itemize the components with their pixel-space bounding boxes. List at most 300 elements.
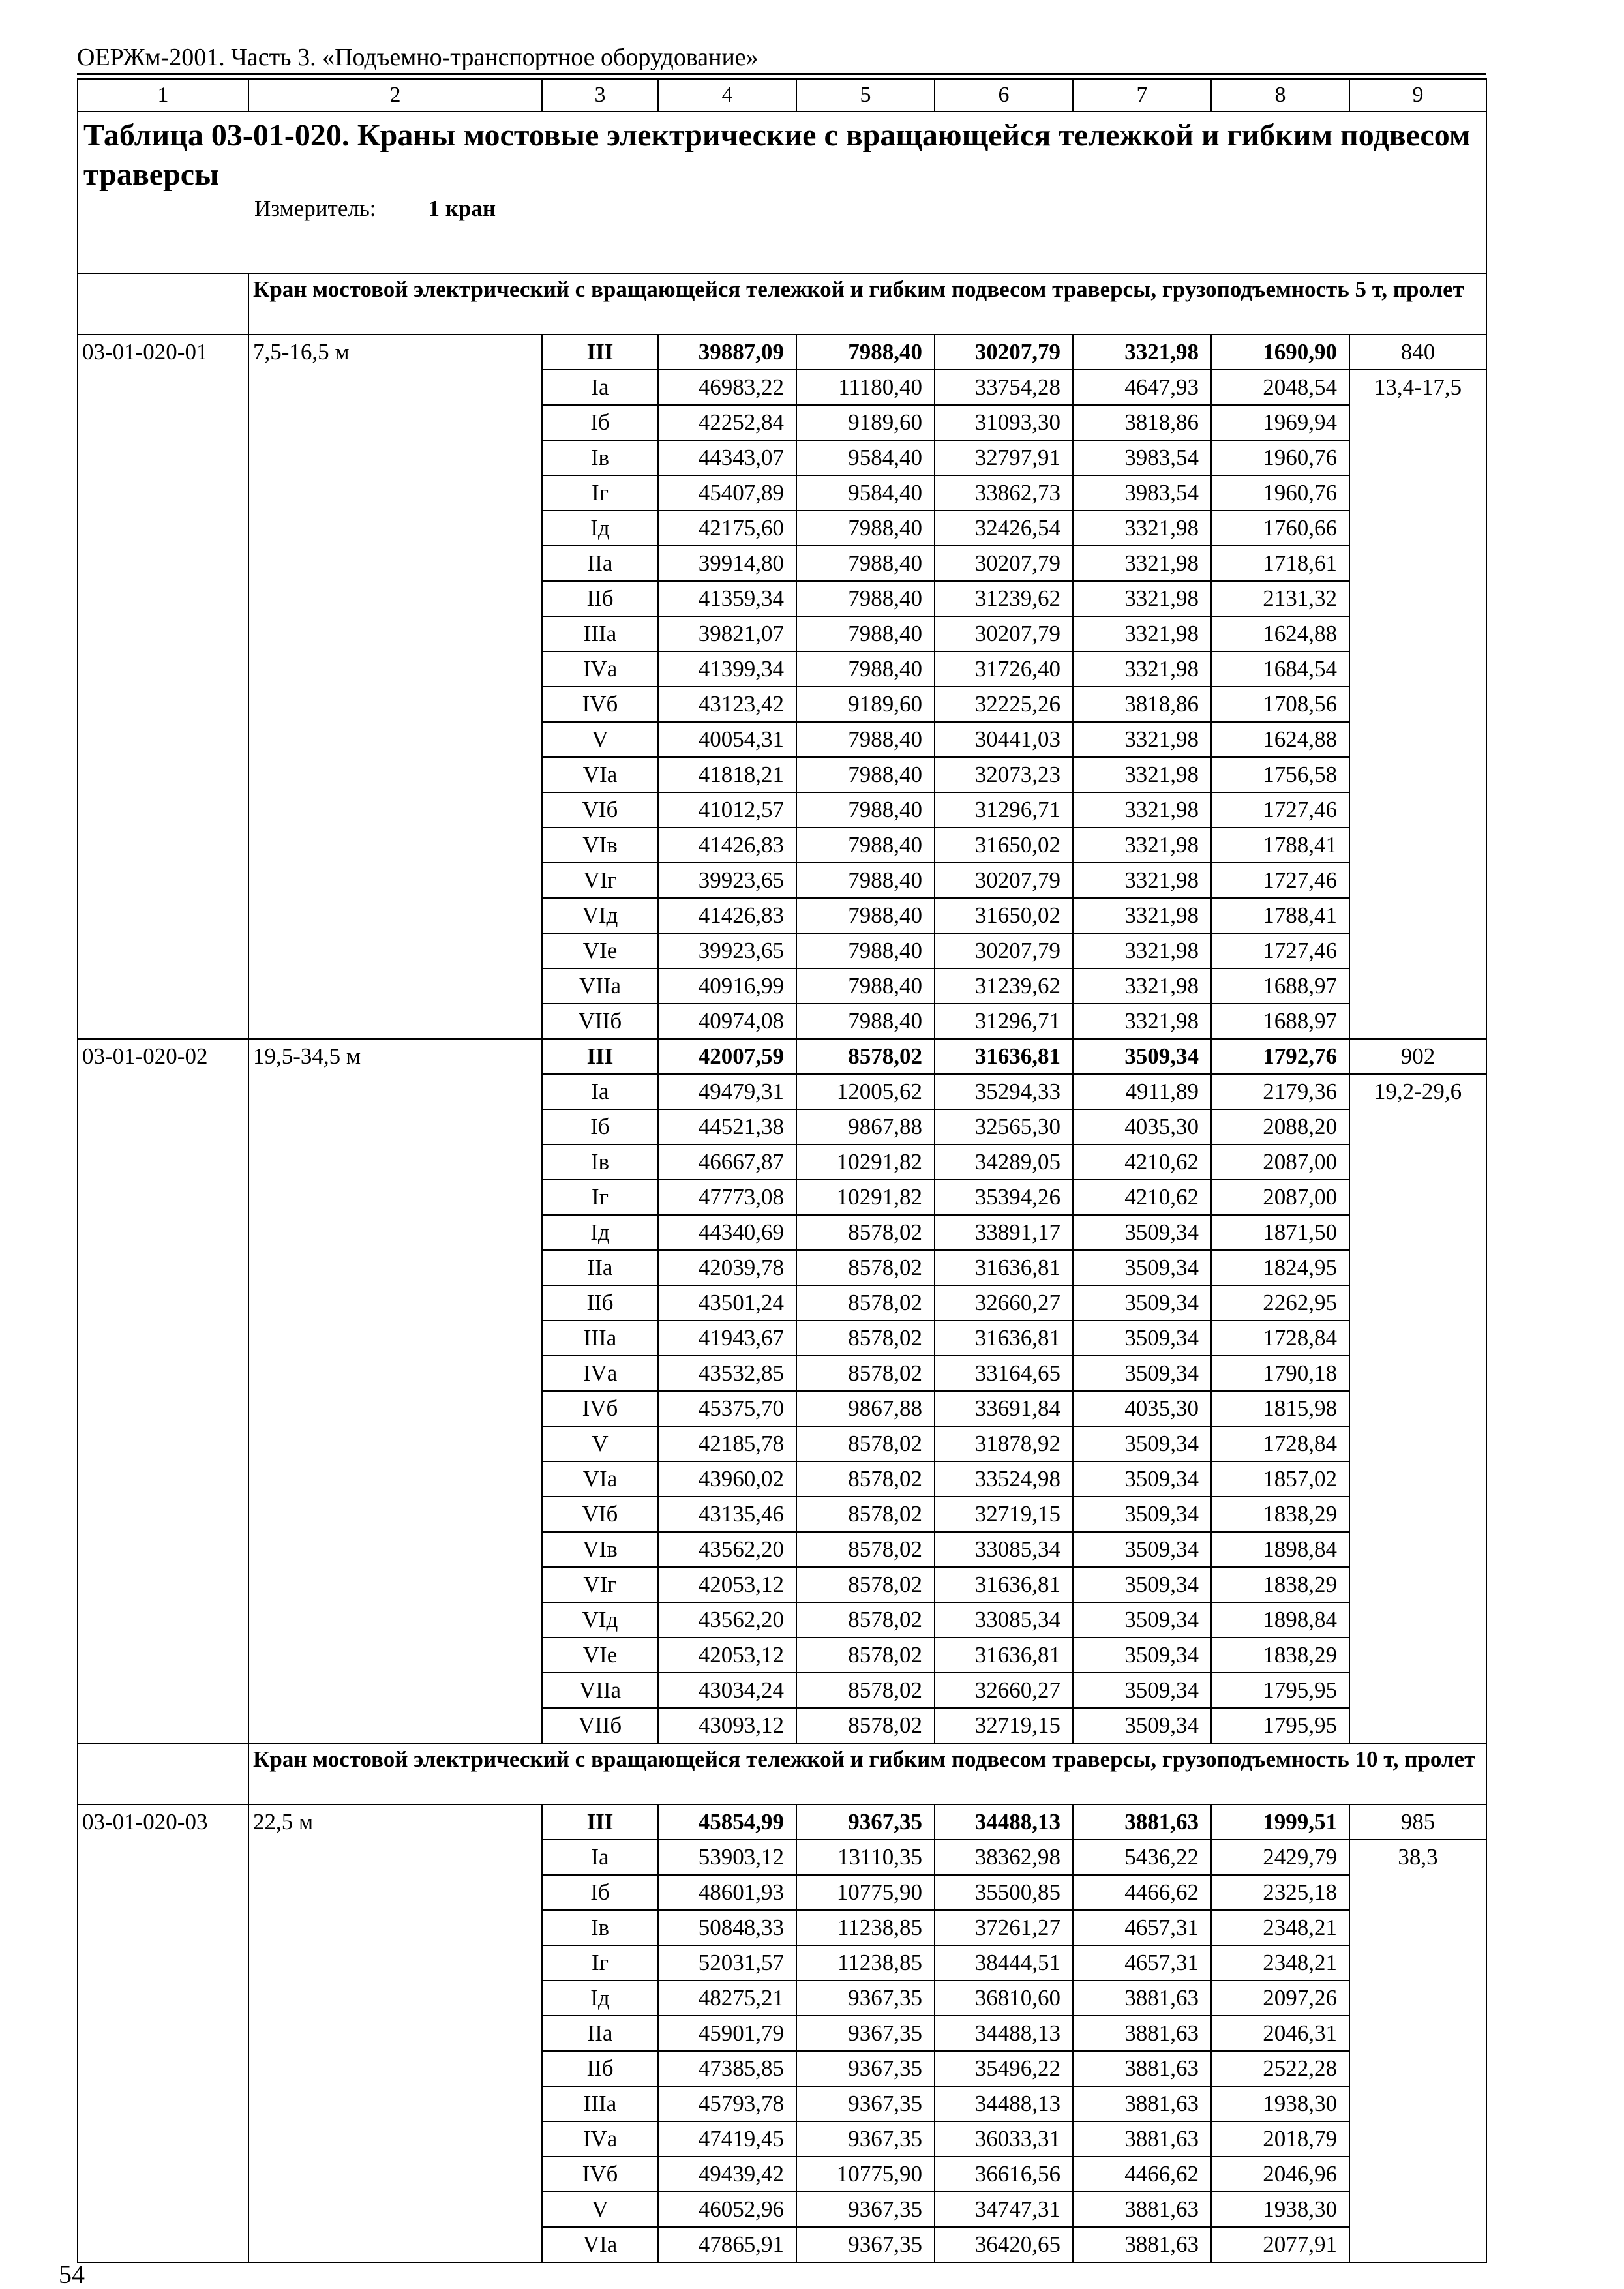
value-cell: 3881,63 <box>1073 1981 1211 2016</box>
value-cell: 1688,97 <box>1211 1004 1349 1039</box>
value-cell: 2348,21 <box>1211 1945 1349 1981</box>
value-cell: 2262,95 <box>1211 1285 1349 1321</box>
value-cell: 7988,40 <box>796 792 935 828</box>
value-cell: 11238,85 <box>796 1945 935 1981</box>
table-title: Таблица 03-01-020. Краны мостовые электрические с вращающейся тележкой и гибким подвесом траверсы <box>83 118 1471 192</box>
value-cell: 3983,54 <box>1073 440 1211 475</box>
value-cell: 4035,30 <box>1073 1391 1211 1426</box>
value-cell: 7988,40 <box>796 933 935 968</box>
value-cell: 3509,34 <box>1073 1567 1211 1602</box>
zone-cell: Iг <box>542 475 658 511</box>
zone-cell: VIIб <box>542 1004 658 1039</box>
value-cell: 2348,21 <box>1211 1910 1349 1945</box>
column-number: 6 <box>935 79 1073 112</box>
value-cell: 9367,35 <box>796 2121 935 2157</box>
value-cell: 1727,46 <box>1211 792 1349 828</box>
zone-cell: Iб <box>542 1875 658 1910</box>
zone-cell: IVб <box>542 687 658 722</box>
value-cell: 9367,35 <box>796 2051 935 2086</box>
value-cell: 1624,88 <box>1211 616 1349 651</box>
value-cell: 1857,02 <box>1211 1461 1349 1497</box>
value-cell: 3509,34 <box>1073 1215 1211 1250</box>
value-cell: 32797,91 <box>935 440 1073 475</box>
section-heading: Кран мостовой электрический с вращающейся тележкой и гибким подвесом траверсы, грузоподъемность 5 т, пролет <box>253 277 1464 302</box>
value-cell: 7988,40 <box>796 898 935 933</box>
value-cell: 45854,99 <box>658 1804 796 1840</box>
value-cell: 31636,81 <box>935 1250 1073 1285</box>
value-cell: 43123,42 <box>658 687 796 722</box>
column-number: 4 <box>658 79 796 112</box>
table-body <box>78 79 1486 2262</box>
zone-cell: IVа <box>542 1356 658 1391</box>
value-cell: 8578,02 <box>796 1708 935 1743</box>
value-cell: 9367,35 <box>796 2016 935 2051</box>
value-cell: 30207,79 <box>935 546 1073 581</box>
span-value: 7,5-16,5 м <box>248 335 542 1039</box>
value-cell: 2046,31 <box>1211 2016 1349 2051</box>
value-cell: 7988,40 <box>796 511 935 546</box>
value-cell: 2087,00 <box>1211 1144 1349 1180</box>
value-cell: 7988,40 <box>796 616 935 651</box>
value-cell: 44340,69 <box>658 1215 796 1250</box>
zone-cell: IIб <box>542 1285 658 1321</box>
table-row <box>78 1804 1486 1840</box>
zone-cell: VIа <box>542 2227 658 2262</box>
value-cell: 40974,08 <box>658 1004 796 1039</box>
section-heading-cell <box>248 273 1486 335</box>
value-cell: 43562,20 <box>658 1532 796 1567</box>
value-cell: 8578,02 <box>796 1567 935 1602</box>
value-cell: 11238,85 <box>796 1910 935 1945</box>
value-cell: 1838,29 <box>1211 1638 1349 1673</box>
value-cell: 47773,08 <box>658 1180 796 1215</box>
value-cell: 8578,02 <box>796 1321 935 1356</box>
value-cell: 36033,31 <box>935 2121 1073 2157</box>
value-cell: 46983,22 <box>658 370 796 405</box>
value-cell: 3509,34 <box>1073 1532 1211 1567</box>
value-cell: 39923,65 <box>658 933 796 968</box>
zone-cell: Iд <box>542 1215 658 1250</box>
value-cell: 30207,79 <box>935 863 1073 898</box>
value-cell: 10291,82 <box>796 1180 935 1215</box>
value-cell: 46667,87 <box>658 1144 796 1180</box>
value-cell: 31296,71 <box>935 1004 1073 1039</box>
value-cell: 2131,32 <box>1211 581 1349 616</box>
zone-cell: Iд <box>542 511 658 546</box>
zone-cell: VIд <box>542 1602 658 1638</box>
value-cell: 1708,56 <box>1211 687 1349 722</box>
value-cell: 7988,40 <box>796 335 935 370</box>
value-cell: 3321,98 <box>1073 546 1211 581</box>
value-cell: 48275,21 <box>658 1981 796 2016</box>
column-number: 3 <box>542 79 658 112</box>
value-cell: 31636,81 <box>935 1039 1073 1074</box>
value-cell: 39821,07 <box>658 616 796 651</box>
value-cell: 49439,42 <box>658 2157 796 2192</box>
value-cell: 3321,98 <box>1073 792 1211 828</box>
note-bottom: 19,2-29,6 <box>1374 1079 1462 1104</box>
note-bottom: 38,3 <box>1398 1844 1438 1870</box>
value-cell: 7988,40 <box>796 968 935 1004</box>
value-cell: 2088,20 <box>1211 1109 1349 1144</box>
rate-code: 03-01-020-02 <box>78 1039 248 1743</box>
value-cell: 43135,46 <box>658 1497 796 1532</box>
value-cell: 32225,26 <box>935 687 1073 722</box>
value-cell: 8578,02 <box>796 1532 935 1567</box>
value-cell: 31650,02 <box>935 828 1073 863</box>
value-cell: 3509,34 <box>1073 1673 1211 1708</box>
value-cell: 1624,88 <box>1211 722 1349 757</box>
value-cell: 1960,76 <box>1211 440 1349 475</box>
note-cell <box>1349 370 1486 1039</box>
zone-cell: VIIб <box>542 1708 658 1743</box>
value-cell: 34289,05 <box>935 1144 1073 1180</box>
value-cell: 9367,35 <box>796 1981 935 2016</box>
value-cell: 38362,98 <box>935 1840 1073 1875</box>
column-number: 5 <box>796 79 935 112</box>
value-cell: 35500,85 <box>935 1875 1073 1910</box>
value-cell: 9867,88 <box>796 1109 935 1144</box>
value-cell: 3321,98 <box>1073 511 1211 546</box>
value-cell: 3509,34 <box>1073 1461 1211 1497</box>
zone-cell: III <box>542 1804 658 1840</box>
value-cell: 3881,63 <box>1073 2051 1211 2086</box>
value-cell: 10775,90 <box>796 2157 935 2192</box>
value-cell: 3881,63 <box>1073 2227 1211 2262</box>
value-cell: 8578,02 <box>796 1673 935 1708</box>
note-bottom: 13,4-17,5 <box>1374 374 1462 400</box>
value-cell: 7988,40 <box>796 757 935 792</box>
section-blank-cell <box>78 1743 248 1804</box>
zone-cell: V <box>542 722 658 757</box>
value-cell: 35394,26 <box>935 1180 1073 1215</box>
zone-cell: III <box>542 1039 658 1074</box>
value-cell: 43562,20 <box>658 1602 796 1638</box>
value-cell: 43501,24 <box>658 1285 796 1321</box>
zone-cell: VIа <box>542 1461 658 1497</box>
value-cell: 12005,62 <box>796 1074 935 1109</box>
header-rule <box>77 73 1486 75</box>
value-cell: 35496,22 <box>935 2051 1073 2086</box>
value-cell: 47419,45 <box>658 2121 796 2157</box>
zone-cell: IIа <box>542 1250 658 1285</box>
value-cell: 40054,31 <box>658 722 796 757</box>
value-cell: 30207,79 <box>935 335 1073 370</box>
section-heading-row <box>78 273 1486 335</box>
value-cell: 1690,90 <box>1211 335 1349 370</box>
value-cell: 4647,93 <box>1073 370 1211 405</box>
value-cell: 3881,63 <box>1073 2121 1211 2157</box>
value-cell: 31636,81 <box>935 1321 1073 1356</box>
value-cell: 32426,54 <box>935 511 1073 546</box>
value-cell: 1727,46 <box>1211 933 1349 968</box>
zone-cell: IIа <box>542 546 658 581</box>
value-cell: 2097,26 <box>1211 1981 1349 2016</box>
zone-cell: VIб <box>542 1497 658 1532</box>
value-cell: 1760,66 <box>1211 511 1349 546</box>
value-cell: 9189,60 <box>796 405 935 440</box>
value-cell: 3881,63 <box>1073 2192 1211 2227</box>
value-cell: 44521,38 <box>658 1109 796 1144</box>
value-cell: 42185,78 <box>658 1426 796 1461</box>
note-top: 985 <box>1349 1804 1486 1840</box>
value-cell: 2046,96 <box>1211 2157 1349 2192</box>
column-number: 1 <box>78 79 248 112</box>
value-cell: 35294,33 <box>935 1074 1073 1109</box>
value-cell: 32660,27 <box>935 1673 1073 1708</box>
zone-cell: VIе <box>542 933 658 968</box>
value-cell: 8578,02 <box>796 1285 935 1321</box>
value-cell: 41399,34 <box>658 651 796 687</box>
value-cell: 4035,30 <box>1073 1109 1211 1144</box>
value-cell: 3321,98 <box>1073 651 1211 687</box>
value-cell: 3321,98 <box>1073 581 1211 616</box>
value-cell: 9367,35 <box>796 1804 935 1840</box>
value-cell: 42053,12 <box>658 1567 796 1602</box>
value-cell: 32660,27 <box>935 1285 1073 1321</box>
value-cell: 1815,98 <box>1211 1391 1349 1426</box>
value-cell: 39923,65 <box>658 863 796 898</box>
zone-cell: Iг <box>542 1945 658 1981</box>
value-cell: 3321,98 <box>1073 898 1211 933</box>
value-cell: 3509,34 <box>1073 1602 1211 1638</box>
value-cell: 8578,02 <box>796 1602 935 1638</box>
value-cell: 3321,98 <box>1073 335 1211 370</box>
value-cell: 7988,40 <box>796 1004 935 1039</box>
value-cell: 1756,58 <box>1211 757 1349 792</box>
value-cell: 41426,83 <box>658 828 796 863</box>
section-heading-cell <box>248 1743 1486 1804</box>
value-cell: 1684,54 <box>1211 651 1349 687</box>
value-cell: 3509,34 <box>1073 1638 1211 1673</box>
value-cell: 42053,12 <box>658 1638 796 1673</box>
value-cell: 30441,03 <box>935 722 1073 757</box>
value-cell: 1688,97 <box>1211 968 1349 1004</box>
zone-cell: V <box>542 2192 658 2227</box>
value-cell: 45407,89 <box>658 475 796 511</box>
zone-cell: IIб <box>542 581 658 616</box>
value-cell: 1728,84 <box>1211 1321 1349 1356</box>
column-number: 9 <box>1349 79 1486 112</box>
value-cell: 34747,31 <box>935 2192 1073 2227</box>
value-cell: 8578,02 <box>796 1497 935 1532</box>
value-cell: 34488,13 <box>935 2086 1073 2121</box>
value-cell: 33891,17 <box>935 1215 1073 1250</box>
page-header: ОЕРЖм-2001. Часть 3. «Подъемно-транспортное оборудование» <box>77 44 759 71</box>
value-cell: 43093,12 <box>658 1708 796 1743</box>
value-cell: 7988,40 <box>796 722 935 757</box>
zone-cell: Iв <box>542 1910 658 1945</box>
zone-cell: VIIа <box>542 968 658 1004</box>
value-cell: 36616,56 <box>935 2157 1073 2192</box>
value-cell: 42252,84 <box>658 405 796 440</box>
zone-cell: VIIа <box>542 1673 658 1708</box>
value-cell: 9584,40 <box>796 440 935 475</box>
value-cell: 31726,40 <box>935 651 1073 687</box>
meter-label: Измеритель: <box>254 196 376 221</box>
value-cell: 1795,95 <box>1211 1708 1349 1743</box>
value-cell: 1790,18 <box>1211 1356 1349 1391</box>
note-top: 840 <box>1349 335 1486 370</box>
value-cell: 7988,40 <box>796 863 935 898</box>
value-cell: 32565,30 <box>935 1109 1073 1144</box>
note-cell <box>1349 1840 1486 2262</box>
value-cell: 3509,34 <box>1073 1426 1211 1461</box>
value-cell: 33754,28 <box>935 370 1073 405</box>
value-cell: 8578,02 <box>796 1356 935 1391</box>
zone-cell: Iв <box>542 1144 658 1180</box>
value-cell: 4911,89 <box>1073 1074 1211 1109</box>
zone-cell: IVб <box>542 1391 658 1426</box>
column-number-row <box>78 79 1486 112</box>
value-cell: 5436,22 <box>1073 1840 1211 1875</box>
column-number: 8 <box>1211 79 1349 112</box>
value-cell: 31636,81 <box>935 1638 1073 1673</box>
value-cell: 33085,34 <box>935 1602 1073 1638</box>
value-cell: 2179,36 <box>1211 1074 1349 1109</box>
zone-cell: VIг <box>542 863 658 898</box>
zone-cell: IVа <box>542 651 658 687</box>
value-cell: 47865,91 <box>658 2227 796 2262</box>
value-cell: 3881,63 <box>1073 2086 1211 2121</box>
value-cell: 46052,96 <box>658 2192 796 2227</box>
value-cell: 1969,94 <box>1211 405 1349 440</box>
value-cell: 1938,30 <box>1211 2086 1349 2121</box>
value-cell: 31650,02 <box>935 898 1073 933</box>
zone-cell: VIг <box>542 1567 658 1602</box>
meter-value: 1 кран <box>428 196 496 221</box>
value-cell: 33524,98 <box>935 1461 1073 1497</box>
value-cell: 33085,34 <box>935 1532 1073 1567</box>
value-cell: 8578,02 <box>796 1039 935 1074</box>
value-cell: 1898,84 <box>1211 1602 1349 1638</box>
value-cell: 45375,70 <box>658 1391 796 1426</box>
value-cell: 2325,18 <box>1211 1875 1349 1910</box>
value-cell: 4466,62 <box>1073 1875 1211 1910</box>
zone-cell: Iв <box>542 440 658 475</box>
zone-cell: VIв <box>542 1532 658 1567</box>
value-cell: 1938,30 <box>1211 2192 1349 2227</box>
note-top: 902 <box>1349 1039 1486 1074</box>
value-cell: 3509,34 <box>1073 1356 1211 1391</box>
value-cell: 1898,84 <box>1211 1532 1349 1567</box>
value-cell: 1871,50 <box>1211 1215 1349 1250</box>
value-cell: 3509,34 <box>1073 1039 1211 1074</box>
zone-cell: IIIа <box>542 616 658 651</box>
value-cell: 39914,80 <box>658 546 796 581</box>
value-cell: 33862,73 <box>935 475 1073 511</box>
zone-cell: IIIа <box>542 1321 658 1356</box>
value-cell: 9867,88 <box>796 1391 935 1426</box>
value-cell: 3321,98 <box>1073 968 1211 1004</box>
value-cell: 41426,83 <box>658 898 796 933</box>
value-cell: 34488,13 <box>935 2016 1073 2051</box>
value-cell: 40916,99 <box>658 968 796 1004</box>
table-title-row <box>78 112 1486 273</box>
value-cell: 1718,61 <box>1211 546 1349 581</box>
value-cell: 1728,84 <box>1211 1426 1349 1461</box>
value-cell: 2048,54 <box>1211 370 1349 405</box>
span-value: 19,5-34,5 м <box>248 1039 542 1743</box>
value-cell: 4210,62 <box>1073 1144 1211 1180</box>
value-cell: 43532,85 <box>658 1356 796 1391</box>
section-heading-row <box>78 1743 1486 1804</box>
value-cell: 36420,65 <box>935 2227 1073 2262</box>
value-cell: 43034,24 <box>658 1673 796 1708</box>
zone-cell: Iа <box>542 370 658 405</box>
value-cell: 38444,51 <box>935 1945 1073 1981</box>
value-cell: 1838,29 <box>1211 1497 1349 1532</box>
value-cell: 3818,86 <box>1073 405 1211 440</box>
value-cell: 13110,35 <box>796 1840 935 1875</box>
value-cell: 9367,35 <box>796 2192 935 2227</box>
value-cell: 11180,40 <box>796 370 935 405</box>
value-cell: 9584,40 <box>796 475 935 511</box>
value-cell: 1960,76 <box>1211 475 1349 511</box>
value-cell: 31239,62 <box>935 968 1073 1004</box>
value-cell: 41943,67 <box>658 1321 796 1356</box>
value-cell: 2522,28 <box>1211 2051 1349 2086</box>
value-cell: 39887,09 <box>658 335 796 370</box>
value-cell: 45901,79 <box>658 2016 796 2051</box>
value-cell: 1999,51 <box>1211 1804 1349 1840</box>
value-cell: 9189,60 <box>796 687 935 722</box>
value-cell: 30207,79 <box>935 933 1073 968</box>
zone-cell: Iа <box>542 1074 658 1109</box>
value-cell: 8578,02 <box>796 1215 935 1250</box>
value-cell: 2018,79 <box>1211 2121 1349 2157</box>
value-cell: 50848,33 <box>658 1910 796 1945</box>
value-cell: 1838,29 <box>1211 1567 1349 1602</box>
value-cell: 32719,15 <box>935 1497 1073 1532</box>
zone-cell: Iб <box>542 405 658 440</box>
value-cell: 8578,02 <box>796 1638 935 1673</box>
zone-cell: VIа <box>542 757 658 792</box>
zone-cell: IIа <box>542 2016 658 2051</box>
rate-code: 03-01-020-01 <box>78 335 248 1039</box>
value-cell: 4657,31 <box>1073 1945 1211 1981</box>
zone-cell: III <box>542 335 658 370</box>
section-blank-cell <box>78 273 248 335</box>
zone-cell: Iг <box>542 1180 658 1215</box>
value-cell: 49479,31 <box>658 1074 796 1109</box>
value-cell: 42039,78 <box>658 1250 796 1285</box>
value-cell: 44343,07 <box>658 440 796 475</box>
rate-code: 03-01-020-03 <box>78 1804 248 2262</box>
value-cell: 47385,85 <box>658 2051 796 2086</box>
column-number: 2 <box>248 79 542 112</box>
zone-cell: VIд <box>542 898 658 933</box>
value-cell: 34488,13 <box>935 1804 1073 1840</box>
value-cell: 4466,62 <box>1073 2157 1211 2192</box>
zone-cell: VIе <box>542 1638 658 1673</box>
value-cell: 8578,02 <box>796 1250 935 1285</box>
value-cell: 3321,98 <box>1073 828 1211 863</box>
table-meter <box>83 196 1481 222</box>
value-cell: 1824,95 <box>1211 1250 1349 1285</box>
value-cell: 7988,40 <box>796 546 935 581</box>
value-cell: 33691,84 <box>935 1391 1073 1426</box>
value-cell: 2429,79 <box>1211 1840 1349 1875</box>
zone-cell: IIIа <box>542 2086 658 2121</box>
note-cell <box>1349 1074 1486 1743</box>
value-cell: 43960,02 <box>658 1461 796 1497</box>
zone-cell: IVа <box>542 2121 658 2157</box>
value-cell: 32719,15 <box>935 1708 1073 1743</box>
table-title-cell <box>78 112 1486 273</box>
value-cell: 3881,63 <box>1073 1804 1211 1840</box>
value-cell: 3509,34 <box>1073 1285 1211 1321</box>
